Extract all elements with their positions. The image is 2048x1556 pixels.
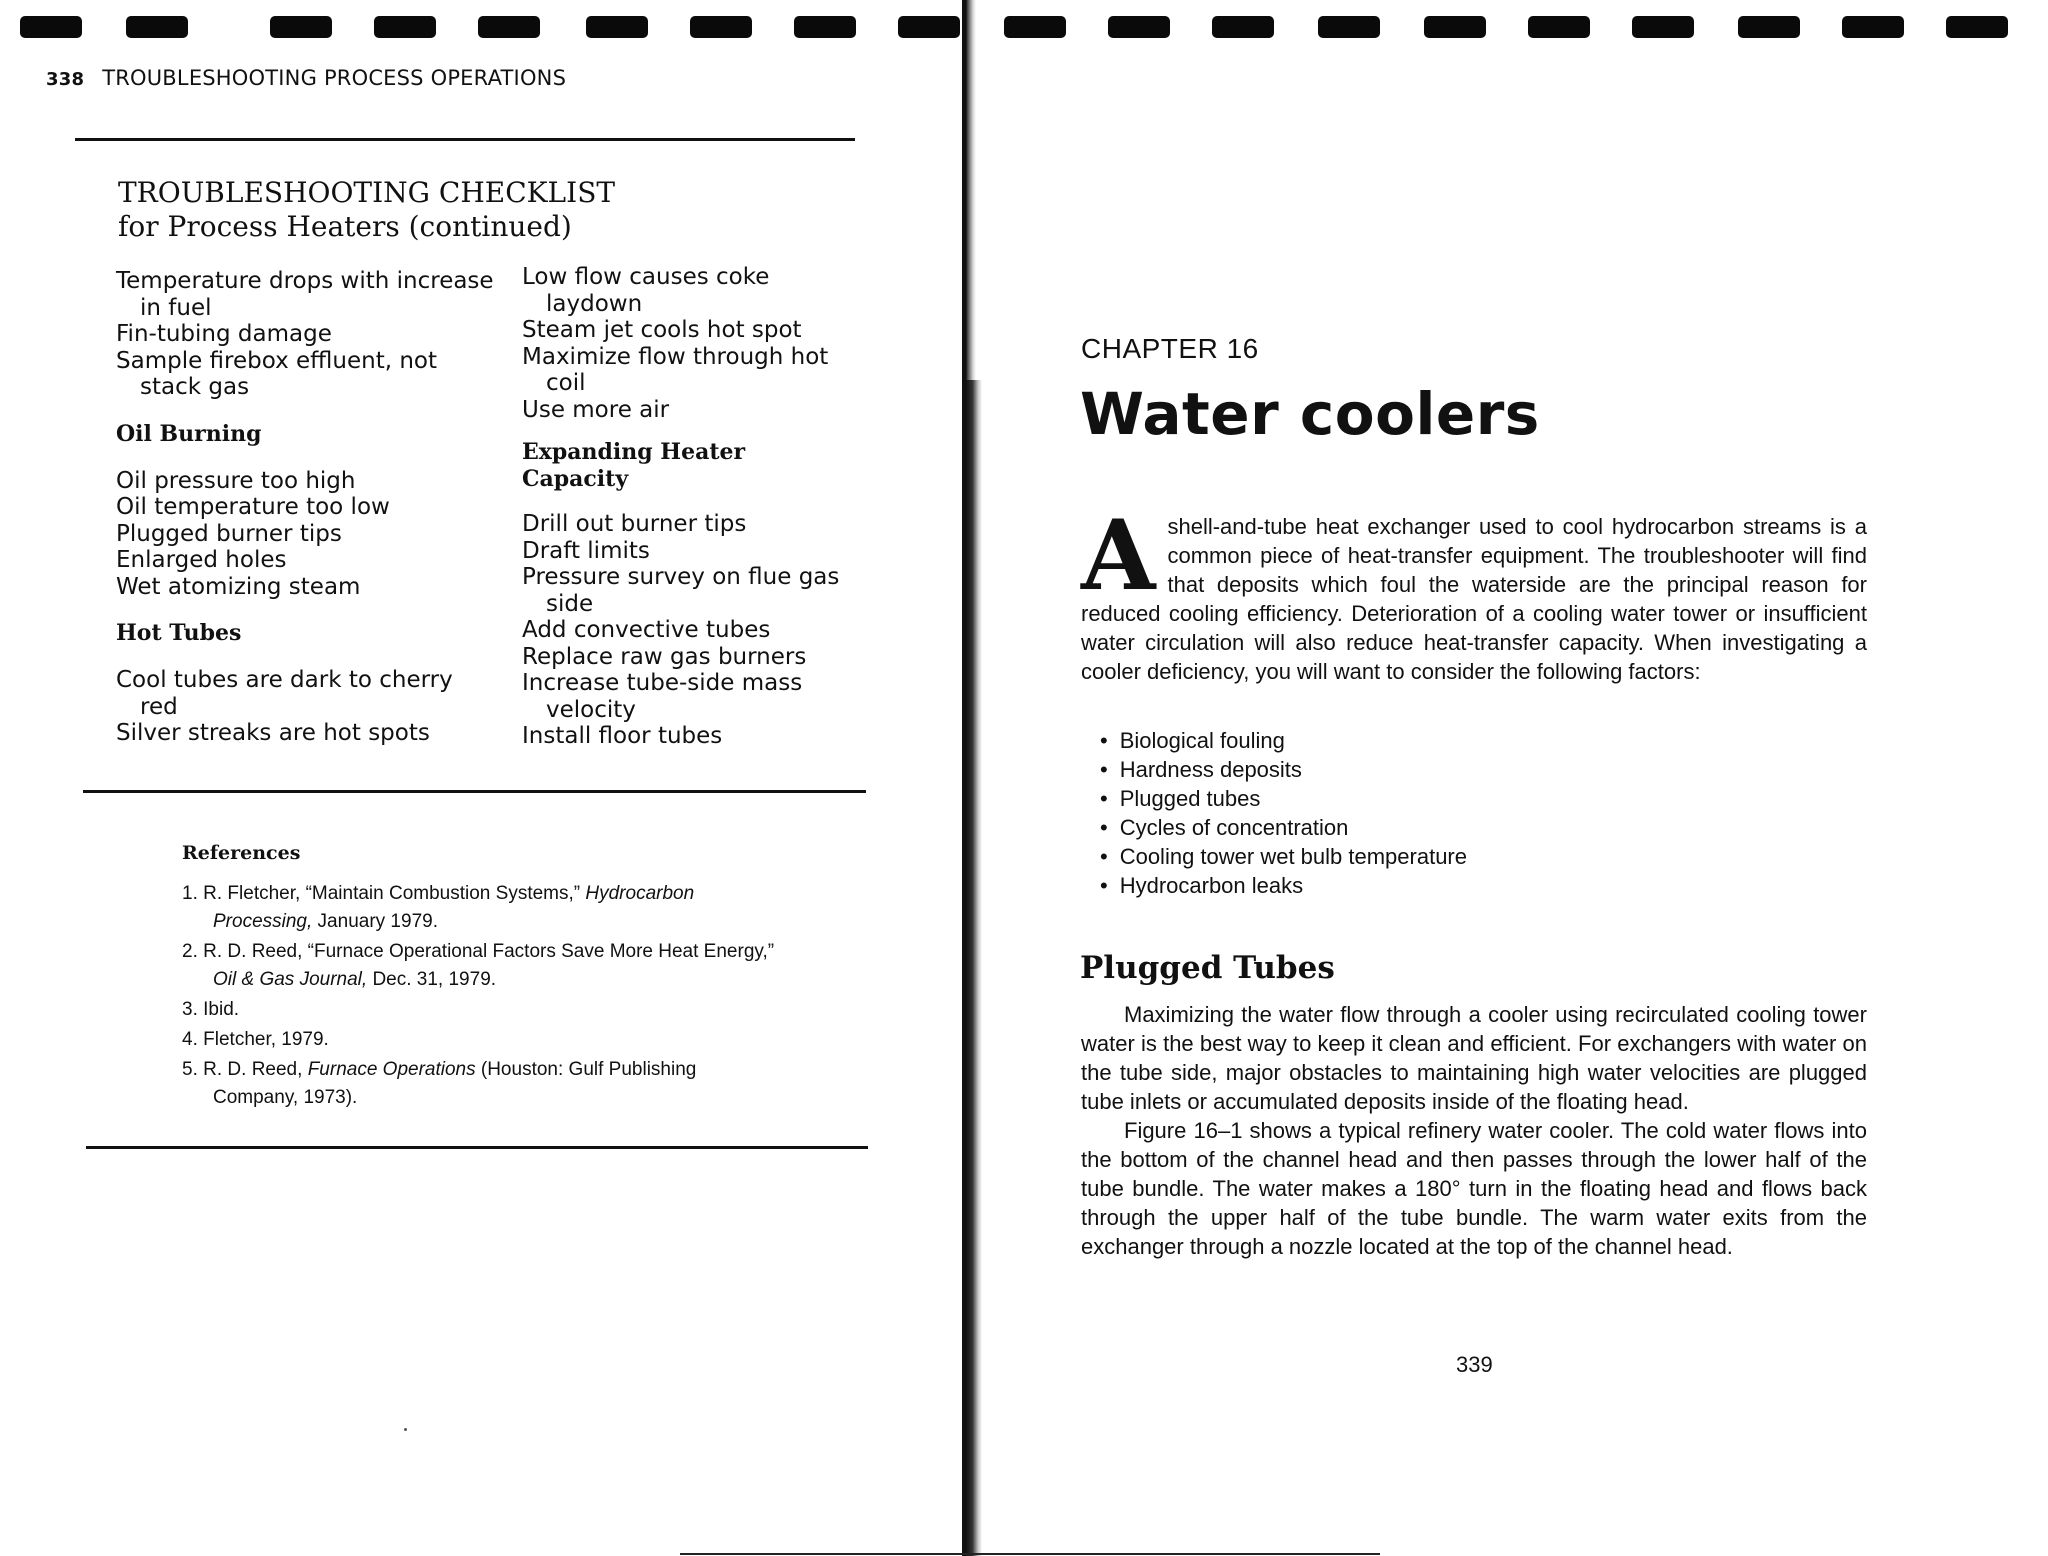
checklist-item: Oil pressure too high: [116, 467, 356, 494]
references-heading: References: [182, 842, 301, 864]
binding-hole: [20, 16, 82, 38]
spine-shadow: [966, 0, 976, 380]
binding-hole: [586, 16, 648, 38]
binding-hole: [898, 16, 960, 38]
reference-item: 3. Ibid.: [182, 999, 240, 1020]
scan-speck: [404, 1428, 407, 1431]
checklist-item: Maximize flow through hot coil: [522, 343, 829, 396]
page-edge: [680, 1553, 1380, 1555]
checklist-title-line2: for Process Heaters (continued): [118, 210, 572, 243]
binding-hole: [1632, 16, 1694, 38]
checklist-column-1: [116, 268, 496, 747]
checklist-item: Increase tube-side mass velocity: [522, 670, 803, 723]
binding-hole: [126, 16, 188, 38]
book-spine: [962, 0, 998, 1556]
chapter-title: Water coolers: [1080, 380, 1540, 448]
binding-hole: [270, 16, 332, 38]
factor-item: • Plugged tubes: [1100, 784, 1467, 813]
checklist-item: Enlarged holes: [116, 547, 287, 573]
reference-item: 5. R. D. Reed, Furnace Operations (Houston: Gulf Publishing Company, 1973).: [182, 1059, 697, 1108]
checklist-item: Steam jet cools hot spot: [522, 317, 802, 343]
checklist-item: Cool tubes are dark to cherry red: [116, 667, 453, 720]
checklist-item: Plugged burner tips: [116, 520, 342, 547]
checklist-item: Low flow causes coke laydown: [522, 264, 770, 317]
checklist-item: Pressure survey on flue gas side: [522, 564, 840, 617]
checklist-bottom-rule: [83, 790, 866, 793]
checklist-item: Use more air: [522, 396, 670, 423]
intro-text: shell-and-tube heat exchanger used to cool hydrocarbon streams is a common piece of heat-transfer equipment. The troubleshooter will find that deposits which foul the waterside are the principal reason for reduced cooling efficiency. Deterioration of a cooling water tower or insufficient water circulation will also reduce heat-transfer capacity. When investigating a cooler deficiency, you will want to consider the following factors:: [1081, 514, 1867, 684]
factor-item: • Biological fouling: [1100, 726, 1467, 755]
hot-tubes-heading: Hot Tubes: [116, 620, 242, 646]
binding-hole: [478, 16, 540, 38]
factor-list: [1100, 726, 1467, 900]
checklist-item: Sample firebox effluent, not stack gas: [116, 347, 438, 400]
checklist-item: Drill out burner tips: [522, 511, 747, 537]
top-rule: [75, 138, 855, 141]
binding-hole: [1212, 16, 1274, 38]
chapter-label: CHAPTER 16: [1081, 333, 1259, 364]
section-heading: Plugged Tubes: [1080, 950, 1335, 986]
binding-hole: [1738, 16, 1800, 38]
checklist-item: Add convective tubes: [522, 617, 771, 643]
binding-hole: [1842, 16, 1904, 38]
reference-item: 1. R. Fletcher, “Maintain Combustion Systems,” Hydrocarbon Processing, January 1979.: [182, 883, 695, 932]
binding-hole: [1528, 16, 1590, 38]
spine-shadow: [966, 380, 982, 1556]
section-body: [1081, 1000, 1867, 1261]
factor-item: • Hardness deposits: [1100, 755, 1467, 784]
intro-paragraph: [1081, 499, 1867, 686]
drop-cap: A: [1081, 499, 1156, 612]
binding-hole: [690, 16, 752, 38]
binding-hole: [1424, 16, 1486, 38]
binding-hole: [1946, 16, 2008, 38]
checklist-column-2: [522, 264, 862, 750]
expanding-capacity-heading: Expanding Heater Capacity: [522, 439, 746, 492]
binding-hole: [794, 16, 856, 38]
binding-hole: [1318, 16, 1380, 38]
checklist-item: Install floor tubes: [522, 723, 723, 749]
factor-item: • Hydrocarbon leaks: [1100, 871, 1467, 900]
checklist-item: Wet atomizing steam: [116, 573, 361, 600]
checklist-item: Fin-tubing damage: [116, 321, 332, 347]
checklist-item: Oil temperature too low: [116, 494, 390, 520]
checklist-item: Replace raw gas burners: [522, 643, 807, 670]
oil-burning-heading: Oil Burning: [116, 420, 262, 447]
binding-hole: [1004, 16, 1066, 38]
paragraph: Figure 16–1 shows a typical refinery water cooler. The cold water flows into the bottom of the channel head and then passes through the lower half of the tube bundle. The water makes a 180° turn in the floating head and flows back through the upper half of the tube bundle. The warm water exits from the exchanger through a nozzle located at the top of the channel head.: [1081, 1118, 1867, 1259]
paragraph: Maximizing the water flow through a cooler using recirculated cooling tower water is the best way to keep it clean and efficient. For exchangers with water on the tube side, major obstacles to maintaining high water velocities are plugged tube inlets or accumulated deposits inside of the floating head.: [1081, 1002, 1867, 1114]
page-number-right: 339: [1456, 1352, 1493, 1377]
references-list: [182, 880, 782, 1112]
factor-item: • Cooling tower wet bulb temperature: [1100, 842, 1467, 871]
reference-item: 2. R. D. Reed, “Furnace Operational Factors Save More Heat Energy,” Oil & Gas Journal, Dec. 31, 1979.: [182, 941, 775, 990]
binding-hole: [1108, 16, 1170, 38]
reference-item: 4. Fletcher, 1979.: [182, 1029, 329, 1050]
checklist-item: Draft limits: [522, 537, 650, 564]
checklist-title-line1: TROUBLESHOOTING CHECKLIST: [118, 176, 616, 209]
binding-holes: [0, 14, 2048, 40]
page-number-left: 338: [46, 69, 85, 90]
binding-hole: [374, 16, 436, 38]
running-head-title: TROUBLESHOOTING PROCESS OPERATIONS: [102, 66, 567, 90]
references-bottom-rule: [86, 1146, 868, 1149]
checklist-item: Silver streaks are hot spots: [116, 720, 430, 746]
running-head: [46, 66, 566, 90]
checklist-item: Temperature drops with increase in fuel: [116, 268, 494, 321]
checklist-title: [118, 176, 615, 244]
factor-item: • Cycles of concentration: [1100, 813, 1467, 842]
